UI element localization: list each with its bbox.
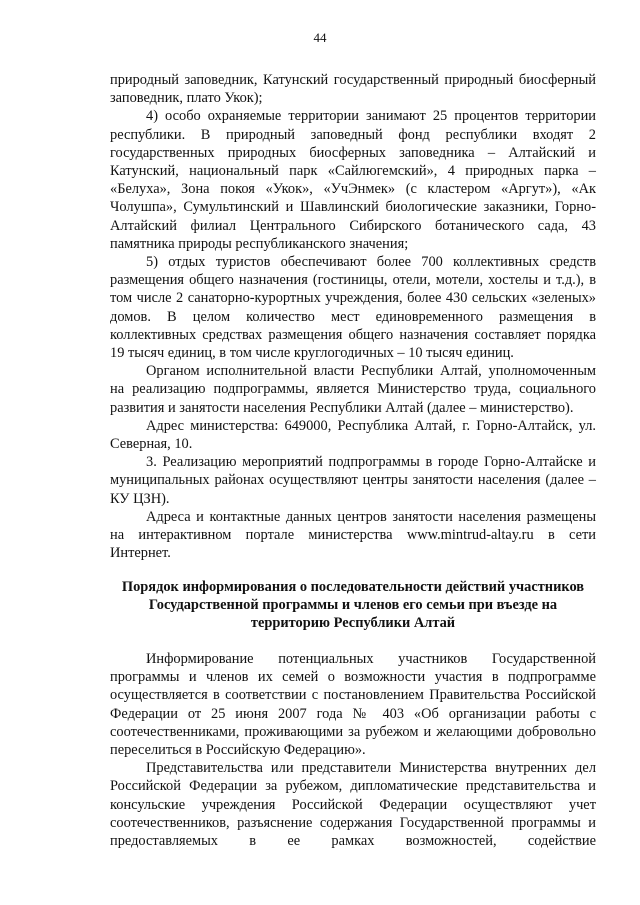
body-text-top xyxy=(110,71,596,562)
paragraph-5: Адрес министерства: 649000, Республика Алтай, г. Горно-Алтайск, ул. Северная, 10. xyxy=(110,417,596,453)
section-heading: Порядок информирования о последовательности действий участников Государственной программы и членов его семьи при въезде на территорию Республики Алтай xyxy=(121,579,585,632)
paragraph-4: Органом исполнительной власти Республики Алтай, уполномоченным на реализацию подпрограммы, является Министерство труда, социального развития и занятости населения Республики Алтай (далее – министерство). xyxy=(110,363,596,416)
paragraph-1: природный заповедник, Катунский государственный природный биосферный заповедник, плато Укок); xyxy=(110,72,596,107)
body-text-bottom xyxy=(110,650,596,850)
page-number: 44 xyxy=(313,30,327,45)
paragraph-7: Адреса и контактные данных центров занятости населения размещены на интерактивном портале министерства www.mintrud-altay.ru в сети Интернет. xyxy=(110,508,596,562)
paragraph-3: 5) отдых туристов обеспечивают более 700 коллективных средств размещения общего назначения (гостиницы, отели, мотели, хостелы и т.д.), в том числе 2 санаторно-курортных учреждения, более 430 сельских «зеленых» домов. В целом количество мест единовременного размещения в коллективных средствах размещения общего назначения составляет порядка 19 тысяч единиц, в том числе круглогодичных – 10 тысяч единиц. xyxy=(110,254,596,362)
paragraph-9: Представительства или представители Министерства внутренних дел Российской Федерации за рубежом, дипломатические представительства и консульские учреждения Российской Федерации осуществляют учет соотечественников, разъяснение содержания Государственной программы и предоставляемых в ее рамках возможностей, содействие xyxy=(110,760,596,850)
paragraph-2: 4) особо охраняемые территории занимают 25 процентов территории республики. В природный заповедный фонд республики входят 2 государственных природных биосферных заповедника – Алтайский и Катунский, национальный парк «Сайлюгемский», 4 природных парка – «Белуха», Зона покоя «Укок», «УчЭнмек» (с кластером «Аргут»), «Ак Чолушпа», Сумультинский и Шавлинский биологические заказники, Горно-Алтайский филиал Центрального Сибирского ботанического сада, 43 памятника природы республиканского значения; xyxy=(110,108,596,252)
paragraph-6: 3. Реализацию мероприятий подпрограммы в городе Горно-Алтайске и муниципальных районах осуществляют центры занятости населения (далее – КУ ЦЗН). xyxy=(110,454,596,507)
paragraph-8: Информирование потенциальных участников Государственной программы и членов их семей о возможности участия в подпрограмме осуществляется в соответствии с постановлением Правительства Российской Федерации от 25 июня 2007 года № 403 «Об организации работы с соотечественниками, проживающими за рубежом и желающими добровольно переселиться в Российскую Федерацию». xyxy=(110,651,596,759)
